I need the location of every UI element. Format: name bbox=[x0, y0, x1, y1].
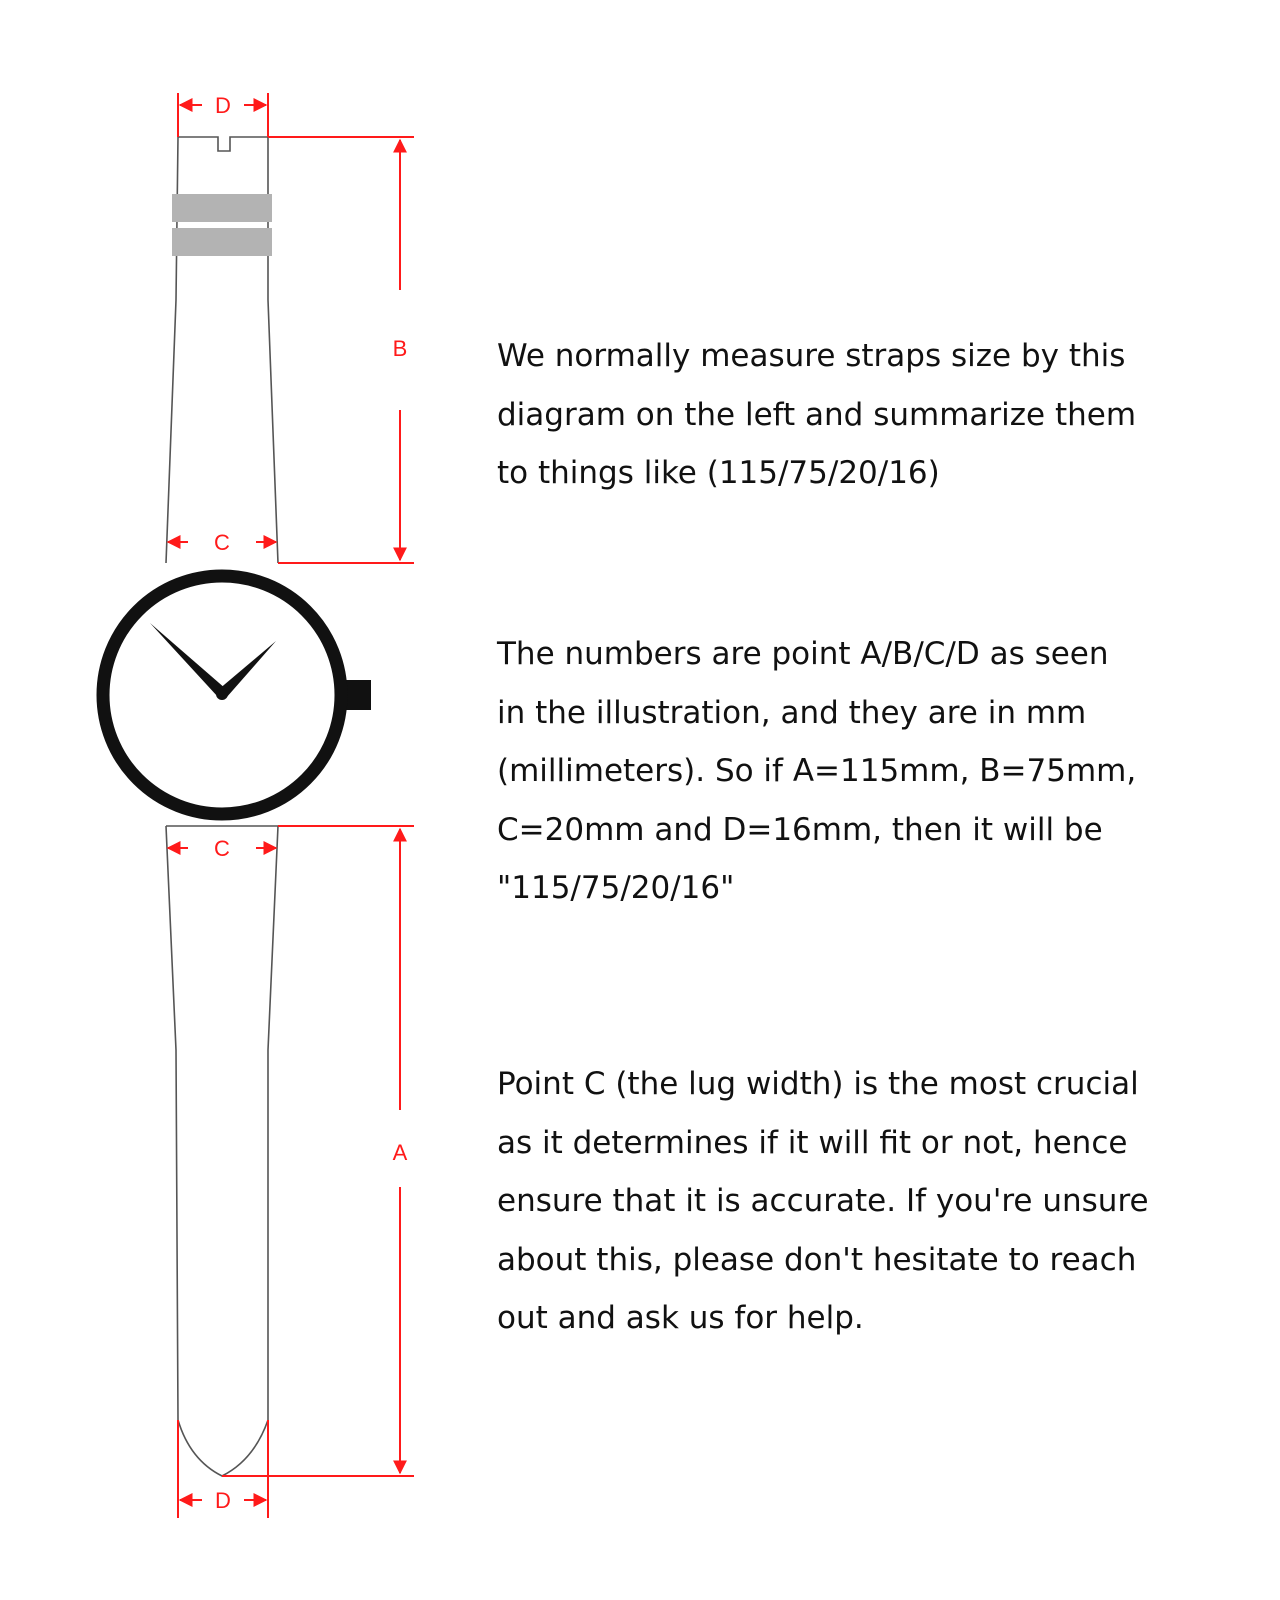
measurement-explanation-paragraph: The numbers are point A/B/C/D as seen in the illustration, and they are in mm (millimeters). So if A=115mm, B=75mm, C=20mm and D=16mm, then it will be "115/75/20/16" bbox=[497, 636, 1137, 906]
dimension-label-c-bottom: C bbox=[214, 836, 230, 861]
dimension-label-d-top: D bbox=[215, 93, 231, 118]
dimension-label-b: B bbox=[392, 336, 408, 361]
dimension-d-bottom bbox=[178, 1420, 268, 1518]
strap-keeper-1 bbox=[172, 194, 272, 222]
dimension-label-d-bottom: D bbox=[215, 1488, 231, 1513]
strap-keeper-2 bbox=[172, 228, 272, 256]
dimension-b bbox=[268, 137, 414, 563]
dimension-label-c-top: C bbox=[214, 530, 230, 555]
watch-center-pin bbox=[216, 688, 228, 700]
bottom-strap-outline bbox=[166, 826, 278, 1476]
dimension-c-bottom bbox=[168, 836, 276, 861]
dimension-c-top bbox=[168, 530, 276, 555]
watch-head bbox=[103, 576, 371, 814]
dimension-a bbox=[222, 826, 414, 1476]
strap-measurement-diagram bbox=[0, 0, 460, 1600]
lug-width-note-paragraph: Point C (the lug width) is the most crucial as it determines if it will fit or not, hence ensure that it is accurate. If you're unsure about this, please don't hesitate to reach out and ask us for help. bbox=[497, 1066, 1149, 1336]
dimension-d-top bbox=[178, 93, 268, 137]
dimension-label-a: A bbox=[392, 1140, 408, 1165]
intro-paragraph: We normally measure straps size by this diagram on the left and summarize them to things like (115/75/20/16) bbox=[497, 338, 1137, 491]
